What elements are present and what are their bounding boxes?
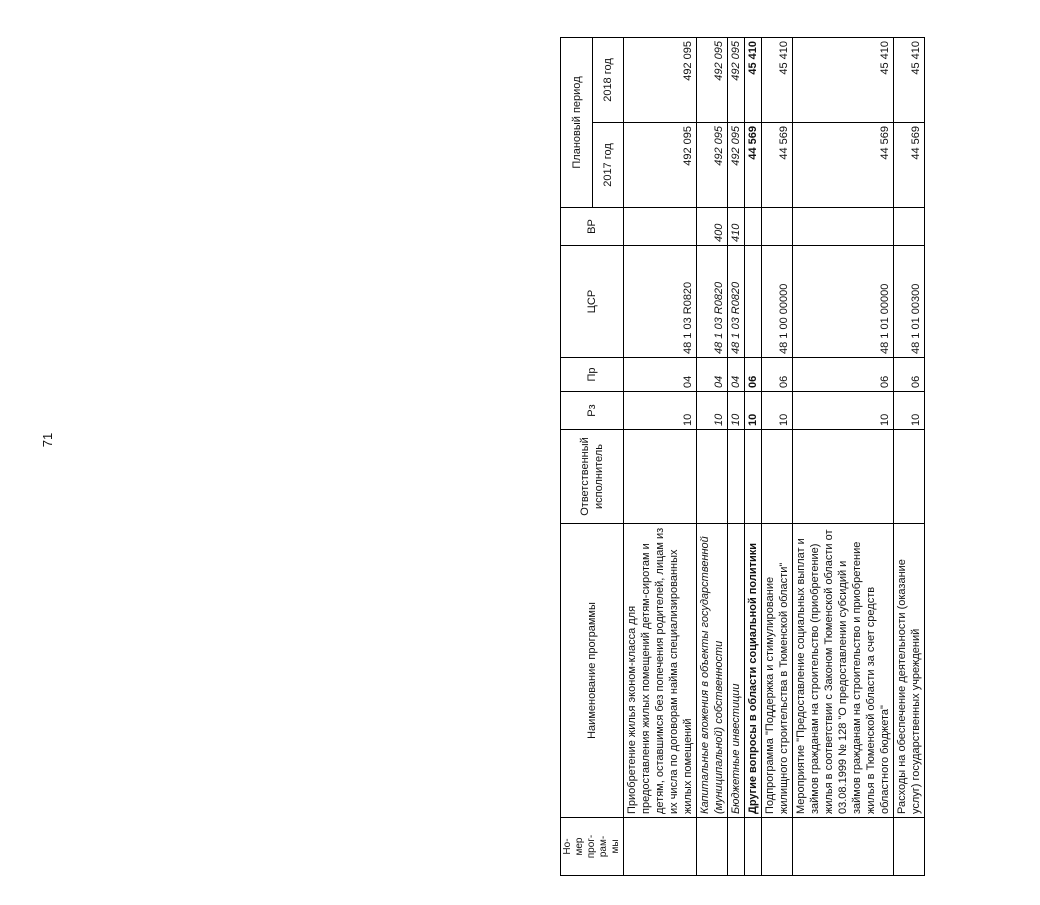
cell-num	[697, 818, 728, 876]
cell-csr: 48 1 03 R0820	[697, 246, 728, 358]
cell-num	[745, 818, 762, 876]
cell-csr: 48 1 01 00300	[894, 246, 925, 358]
cell-name: Расходы на обеспечение деятельности (оказание услуг) государственных учреждений	[894, 524, 925, 818]
cell-num	[624, 818, 697, 876]
cell-rz: 10	[624, 392, 697, 430]
cell-csr: 48 1 03 R0820	[728, 246, 745, 358]
cell-pr: 06	[793, 358, 894, 392]
cell-name: Мероприятие "Предоставление социальных выплат и займов гражданам на строительство (приобретение) жилья в соответствии с Законом Тюменской области от 03.08.1999 № 128 "О предоставлении субсидий и займов гражданам на строительство и приобретение жилья в Тюменской области за счет средств областного бюджета"	[793, 524, 894, 818]
cell-pr: 04	[697, 358, 728, 392]
header-planned-period: Плановый период	[561, 38, 593, 208]
cell-rz: 10	[894, 392, 925, 430]
cell-v2017: 44 569	[745, 123, 762, 208]
cell-resp	[894, 430, 925, 524]
cell-v2018: 45 410	[745, 38, 762, 123]
table-row	[624, 38, 697, 876]
table-row	[793, 38, 894, 876]
table-body	[624, 38, 925, 876]
cell-v2018: 45 410	[894, 38, 925, 123]
cell-vr: 400	[697, 208, 728, 246]
cell-vr	[894, 208, 925, 246]
cell-resp	[624, 430, 697, 524]
cell-v2017: 492 095	[624, 123, 697, 208]
header-2018: 2018 год	[593, 38, 624, 123]
cell-resp	[745, 430, 762, 524]
cell-pr: 04	[624, 358, 697, 392]
cell-v2018: 45 410	[793, 38, 894, 123]
cell-vr	[745, 208, 762, 246]
cell-v2018: 492 095	[728, 38, 745, 123]
header-row-1	[561, 38, 593, 876]
cell-resp	[762, 430, 793, 524]
budget-table	[560, 37, 925, 876]
cell-name: Приобретение жилья эконом-класса для предоставления жилых помещений детям-сиротам и детям, оставшимся без попечения родителей, лицам из их числа по договорам найма специализированных жилых помещений	[624, 524, 697, 818]
cell-vr	[793, 208, 894, 246]
header-csr: ЦСР	[561, 246, 624, 358]
cell-csr	[745, 246, 762, 358]
cell-pr: 06	[745, 358, 762, 392]
cell-v2018: 45 410	[762, 38, 793, 123]
cell-num	[728, 818, 745, 876]
cell-v2018: 492 095	[624, 38, 697, 123]
cell-pr: 06	[762, 358, 793, 392]
table-row	[697, 38, 728, 876]
cell-csr: 48 1 00 00000	[762, 246, 793, 358]
cell-resp	[697, 430, 728, 524]
cell-rz: 10	[762, 392, 793, 430]
cell-vr	[762, 208, 793, 246]
cell-num	[762, 818, 793, 876]
rotated-table-wrapper	[560, 38, 1040, 876]
table-row	[894, 38, 925, 876]
cell-pr: 06	[894, 358, 925, 392]
cell-vr: 410	[728, 208, 745, 246]
table-row	[745, 38, 762, 876]
cell-csr: 48 1 01 00000	[793, 246, 894, 358]
cell-v2017: 492 095	[697, 123, 728, 208]
cell-num	[894, 818, 925, 876]
cell-rz: 10	[793, 392, 894, 430]
cell-v2017: 44 569	[894, 123, 925, 208]
cell-v2017: 492 095	[728, 123, 745, 208]
header-number: Но- мер прог- рам- мы	[561, 818, 624, 876]
cell-resp	[793, 430, 894, 524]
cell-num	[793, 818, 894, 876]
cell-rz: 10	[697, 392, 728, 430]
header-pr: Пр	[561, 358, 624, 392]
header-responsible: Ответственный исполнитель	[561, 430, 624, 524]
cell-name: Другие вопросы в области социальной политики	[745, 524, 762, 818]
cell-rz: 10	[728, 392, 745, 430]
header-vr: ВР	[561, 208, 624, 246]
cell-pr: 04	[728, 358, 745, 392]
cell-resp	[728, 430, 745, 524]
cell-v2017: 44 569	[793, 123, 894, 208]
page-number: 71	[40, 432, 55, 448]
cell-v2018: 492 095	[697, 38, 728, 123]
cell-name: Подпрограмма "Поддержка и стимулирование жилищного строительства в Тюменской области"	[762, 524, 793, 818]
table-row	[762, 38, 793, 876]
cell-name: Бюджетные инвестиции	[728, 524, 745, 818]
cell-rz: 10	[745, 392, 762, 430]
cell-vr	[624, 208, 697, 246]
header-2017: 2017 год	[593, 123, 624, 208]
header-program-name: Наименование программы	[561, 524, 624, 818]
table-row	[728, 38, 745, 876]
cell-name: Капитальные вложения в объекты государственной (муниципальной) собственности	[697, 524, 728, 818]
cell-csr: 48 1 03 R0820	[624, 246, 697, 358]
cell-v2017: 44 569	[762, 123, 793, 208]
header-rz: Рз	[561, 392, 624, 430]
